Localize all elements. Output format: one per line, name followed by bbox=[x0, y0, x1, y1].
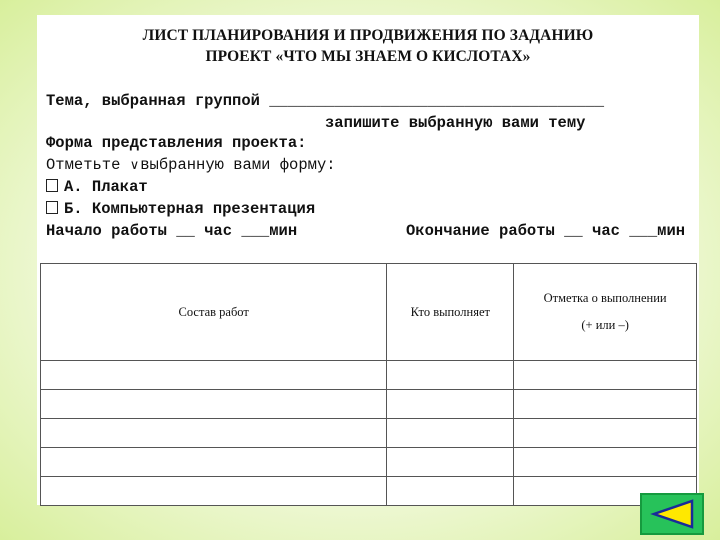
format-label: Форма представления проекта: bbox=[46, 134, 307, 152]
table-row bbox=[41, 477, 697, 506]
table-cell[interactable] bbox=[514, 390, 697, 419]
table-cell[interactable] bbox=[387, 361, 514, 390]
end-time: Окончание работы __ час ___мин bbox=[406, 222, 686, 240]
check-mark-icon: ∨ bbox=[129, 158, 140, 173]
table-row bbox=[41, 390, 697, 419]
table-cell[interactable] bbox=[387, 477, 514, 506]
table-row bbox=[41, 448, 697, 477]
table-cell[interactable] bbox=[514, 419, 697, 448]
table-cell[interactable] bbox=[41, 361, 387, 390]
column-header-line: (+ или –) bbox=[581, 318, 629, 332]
back-button[interactable] bbox=[640, 493, 704, 535]
column-header: Состав работ bbox=[41, 264, 387, 361]
table-cell[interactable] bbox=[41, 448, 387, 477]
checkbox-icon[interactable] bbox=[46, 201, 58, 214]
option-a-label: А. Плакат bbox=[64, 178, 148, 196]
table-cell[interactable] bbox=[514, 361, 697, 390]
topic-label: Тема, выбранная группой ____________________________________ bbox=[46, 92, 605, 110]
column-header-line: Отметка о выполнении bbox=[543, 291, 667, 305]
table-header-row bbox=[41, 264, 697, 361]
table-cell[interactable] bbox=[514, 448, 697, 477]
table-row bbox=[41, 419, 697, 448]
column-header bbox=[514, 264, 697, 361]
topic-hint: запишите выбранную вами тему bbox=[325, 114, 586, 132]
title-line-1: ЛИСТ ПЛАНИРОВАНИЯ И ПРОДВИЖЕНИЯ ПО ЗАДАНИЮ bbox=[142, 27, 594, 44]
triangle-left-icon bbox=[648, 499, 696, 529]
option-b-label: Б. Компьютерная презентация bbox=[64, 200, 316, 218]
table-cell[interactable] bbox=[387, 419, 514, 448]
mark-prefix: Отметьте bbox=[46, 156, 130, 174]
mark-rest: выбранную вами форму: bbox=[140, 156, 336, 174]
table-row bbox=[41, 361, 697, 390]
work-table bbox=[40, 263, 697, 506]
table-cell[interactable] bbox=[41, 477, 387, 506]
option-b[interactable] bbox=[46, 200, 315, 218]
column-header: Кто выполняет bbox=[387, 264, 514, 361]
start-time: Начало работы __ час ___мин bbox=[46, 222, 298, 240]
checkbox-icon[interactable] bbox=[46, 179, 58, 192]
table-cell[interactable] bbox=[41, 390, 387, 419]
table-cell[interactable] bbox=[41, 419, 387, 448]
option-a[interactable] bbox=[46, 178, 148, 196]
table-cell[interactable] bbox=[387, 390, 514, 419]
mark-instruction bbox=[46, 156, 336, 174]
title-line-2: ПРОЕКТ «ЧТО МЫ ЗНАЕМ О КИСЛОТАХ» bbox=[205, 48, 531, 65]
table-cell[interactable] bbox=[387, 448, 514, 477]
